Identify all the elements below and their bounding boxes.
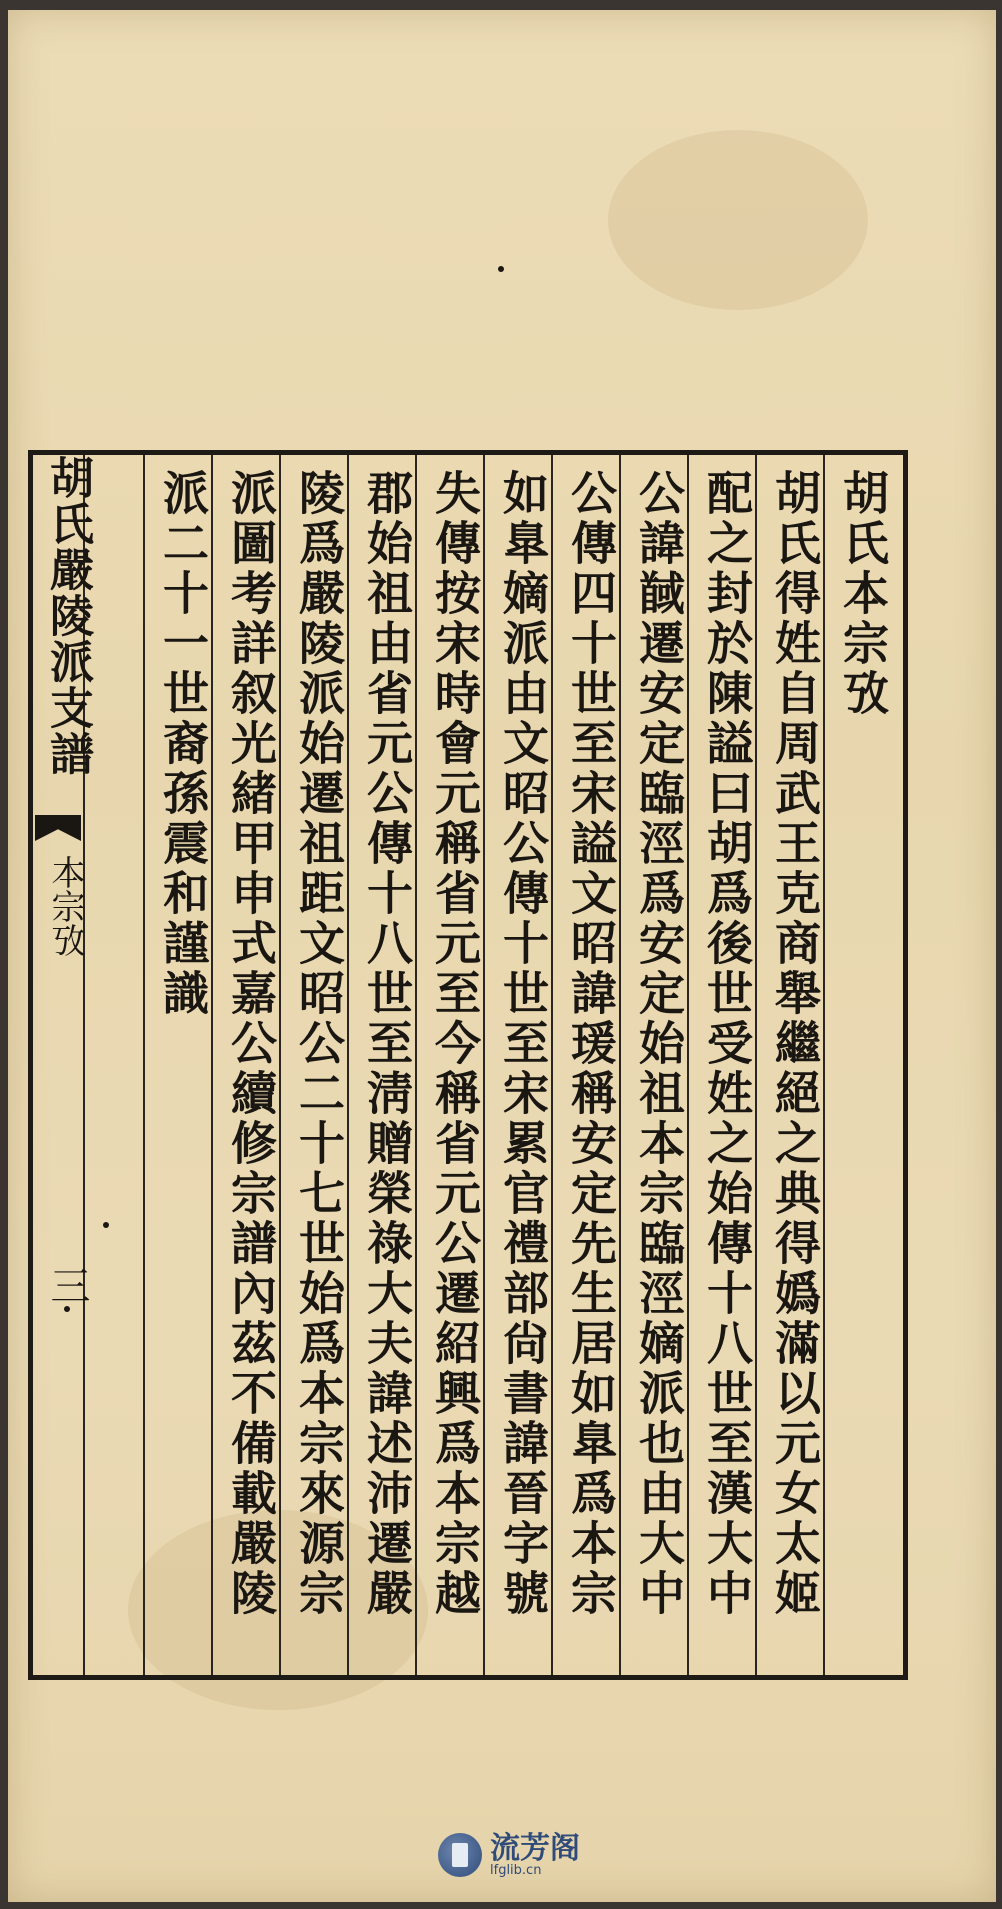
- signature-column: 派二十一世裔孫震和謹識: [156, 469, 210, 1019]
- text-column: 胡氏得姓自周武王克商舉繼絕之典得嬀滿以元女太姬: [768, 469, 822, 1619]
- watermark-name: 流芳阁: [490, 1830, 580, 1866]
- book-page: [8, 10, 996, 1902]
- text-column: 派圖考詳叙光緒甲申式嘉公續修宗譜內茲不備載嚴陵: [224, 469, 278, 1619]
- book-logo-icon: [438, 1833, 482, 1877]
- text-column: 公傳四十世至宋謚文昭諱瑗稱安定先生居如臯爲本宗: [564, 469, 618, 1619]
- watermark-text: [490, 1830, 580, 1878]
- section-label: 本宗攷: [45, 855, 85, 957]
- watermark-url: lfglib.cn: [490, 1862, 542, 1878]
- column-rule: [143, 455, 145, 1675]
- text-column: 配之封於陳謚曰胡爲後世受姓之始傳十八世至漢大中: [700, 469, 754, 1619]
- text-column: 郡始祖由省元公傳十八世至淸贈榮祿大夫諱述沛遷嚴: [360, 469, 414, 1619]
- page-number: 三: [44, 1265, 90, 1305]
- text-column: 失傳按宋時會元稱省元至今稱省元公遷紹興爲本宗越: [428, 469, 482, 1619]
- heading-column: 胡氏本宗攷: [836, 469, 890, 719]
- text-frame: [28, 450, 908, 1680]
- watermark: [438, 1830, 580, 1880]
- fish-tail-mark: [35, 815, 81, 841]
- paper-stain: [608, 130, 868, 310]
- text-column: 如臯嫡派由文昭公傳十世至宋累官禮部尙書諱晉字號: [496, 469, 550, 1619]
- book-title: 胡氏嚴陵派支譜: [42, 455, 93, 777]
- text-column: 陵爲嚴陵派始遷祖距文昭公二十七世始爲本宗來源宗: [292, 469, 346, 1619]
- ink-dot: [498, 266, 504, 272]
- text-column: 公諱馘遷安定臨涇爲安定始祖本宗臨涇嫡派也由大中: [632, 469, 686, 1619]
